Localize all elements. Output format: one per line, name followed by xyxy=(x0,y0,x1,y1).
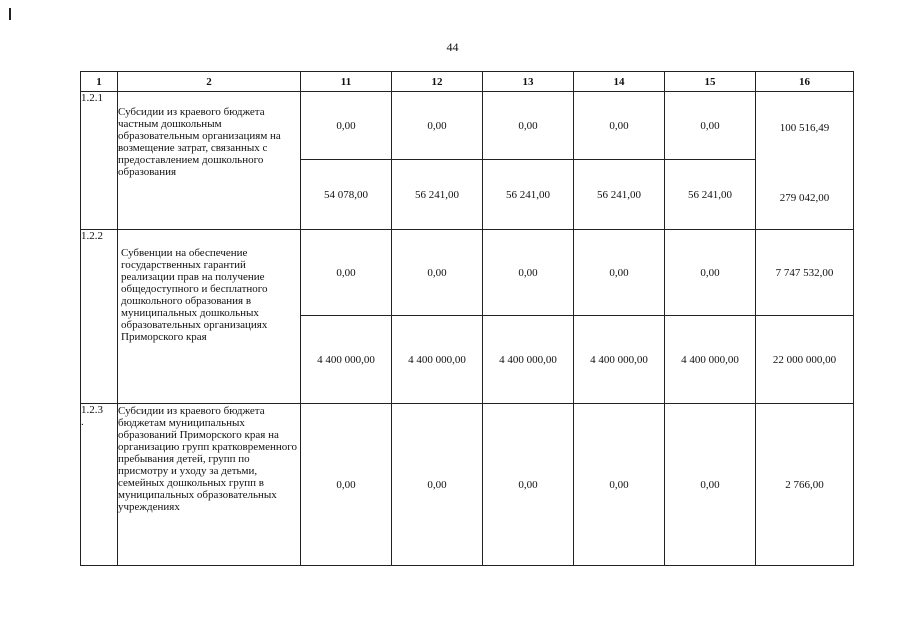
value-cell: 0,00 xyxy=(665,92,756,160)
row-name: Субсидии из краевого бюджета частным дошкольным образовательным организациям на возмещение затрат, связанных с предоставлением дошкольного образования xyxy=(118,106,281,178)
total-cell xyxy=(756,92,854,230)
value-cell: 0,00 xyxy=(665,404,756,566)
value-cell: 56 241,00 xyxy=(392,160,483,230)
total-value: 279 042,00 xyxy=(779,192,830,204)
row-number xyxy=(81,404,118,566)
row-number: 1.2.2 xyxy=(81,230,118,404)
value-cell: 56 241,00 xyxy=(665,160,756,230)
header-cell: 13 xyxy=(483,72,574,92)
header-cell: 11 xyxy=(301,72,392,92)
row-number-suffix: . xyxy=(81,416,84,428)
value-cell: 4 400 000,00 xyxy=(665,316,756,404)
margin-mark xyxy=(9,8,11,20)
value-cell: 4 400 000,00 xyxy=(392,316,483,404)
row-name: Субвенции на обеспечение государственных гарантий реализации прав на получение общедоступного и бесплатного дошкольного образования в муниципальных дошкольных образовательных организациях Приморского края xyxy=(121,247,268,343)
header-cell: 14 xyxy=(574,72,665,92)
value-cell: 54 078,00 xyxy=(301,160,392,230)
value-cell: 0,00 xyxy=(301,404,392,566)
total-value: 7 747 532,00 xyxy=(756,230,854,316)
header-cell: 2 xyxy=(118,72,301,92)
row-name-cell xyxy=(118,230,301,404)
value-cell: 0,00 xyxy=(392,230,483,316)
total-value: 22 000 000,00 xyxy=(756,316,854,404)
page-number: 44 xyxy=(446,40,459,54)
value-cell: 0,00 xyxy=(483,230,574,316)
row-number: 1.2.1 xyxy=(81,92,118,230)
total-value: 100 516,49 xyxy=(779,122,830,134)
value-cell: 0,00 xyxy=(301,230,392,316)
value-cell: 0,00 xyxy=(574,230,665,316)
value-cell: 0,00 xyxy=(483,92,574,160)
budget-table xyxy=(80,71,854,566)
row-name-cell xyxy=(118,404,301,566)
header-cell: 15 xyxy=(665,72,756,92)
row-number-text: 1.2.3 xyxy=(81,404,103,416)
value-cell: 0,00 xyxy=(574,92,665,160)
header-row xyxy=(81,72,854,92)
value-cell: 0,00 xyxy=(392,404,483,566)
value-cell: 0,00 xyxy=(574,404,665,566)
value-cell: 56 241,00 xyxy=(574,160,665,230)
value-cell: 56 241,00 xyxy=(483,160,574,230)
header-cell: 12 xyxy=(392,72,483,92)
value-cell: 0,00 xyxy=(301,92,392,160)
header-cell: 16 xyxy=(756,72,854,92)
table-row xyxy=(81,230,854,316)
row-name: Субсидии из краевого бюджета бюджетам муниципальных образований Приморского края на организацию групп кратковременного пребывания детей, групп по присмотру и уходу за детьми, семейных дошкольных групп в муниципальных образовательных учреждениях xyxy=(118,405,297,513)
value-cell: 4 400 000,00 xyxy=(574,316,665,404)
value-cell: 4 400 000,00 xyxy=(301,316,392,404)
value-cell: 0,00 xyxy=(483,404,574,566)
row-name-cell xyxy=(118,92,301,230)
header-cell: 1 xyxy=(81,72,118,92)
table-row xyxy=(81,404,854,566)
value-cell: 0,00 xyxy=(665,230,756,316)
value-cell: 0,00 xyxy=(392,92,483,160)
table-row xyxy=(81,92,854,160)
total-value: 2 766,00 xyxy=(756,404,854,566)
value-cell: 4 400 000,00 xyxy=(483,316,574,404)
